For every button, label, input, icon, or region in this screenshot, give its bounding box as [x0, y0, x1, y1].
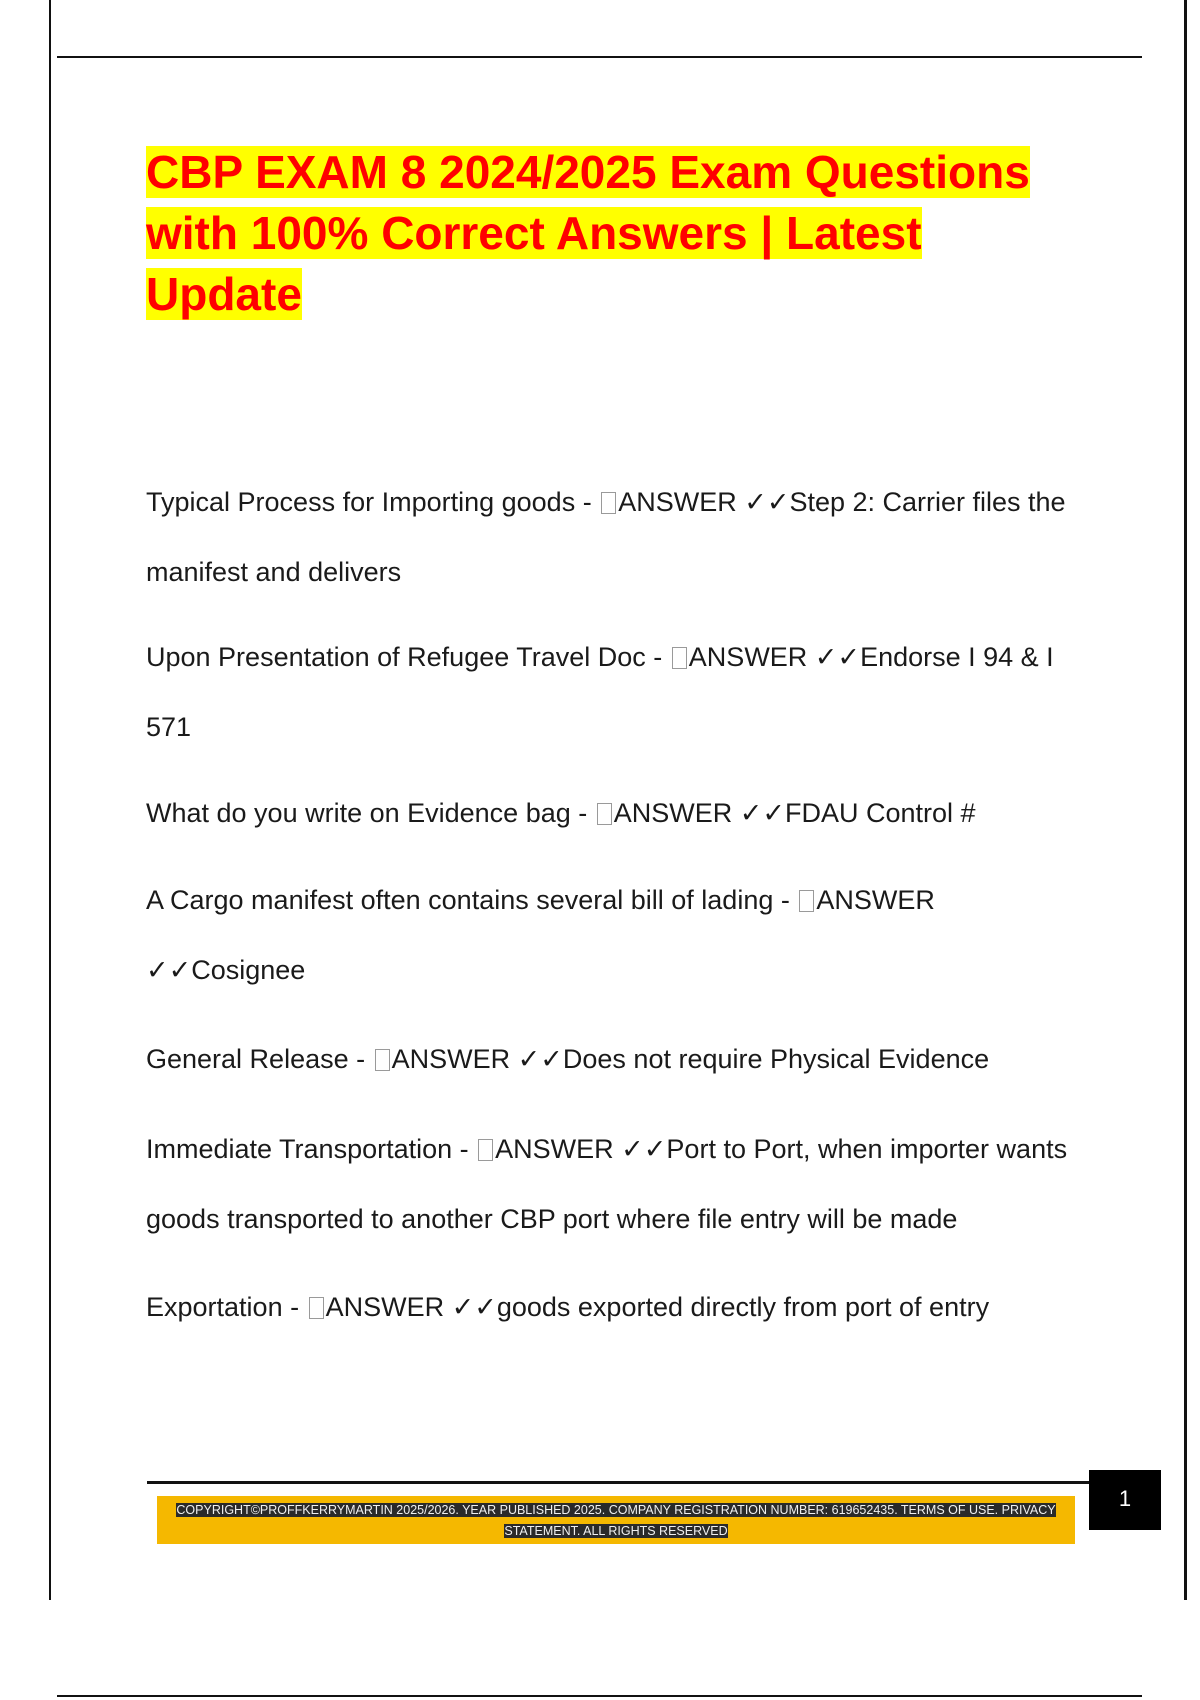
qa-question: A Cargo manifest often contains several bill of lading -: [146, 885, 798, 915]
missing-glyph-icon: [799, 890, 814, 912]
qa-item-6: [146, 1114, 1086, 1254]
qa-answer-prefix: ANSWER ✓✓: [495, 1134, 667, 1164]
qa-answer-prefix: ANSWER ✓✓: [618, 487, 790, 517]
qa-answer-prefix: ANSWER ✓✓: [613, 798, 786, 828]
missing-glyph-icon: [597, 803, 612, 825]
qa-answer: Cosignee: [191, 955, 306, 985]
missing-glyph-icon: [309, 1297, 324, 1319]
qa-item-4: [146, 865, 1086, 1005]
page-left-border: [49, 0, 51, 1600]
missing-glyph-icon: [375, 1049, 390, 1071]
qa-question: Exportation -: [146, 1292, 307, 1322]
qa-item-2: [146, 622, 1086, 762]
qa-item-5: [146, 1043, 1086, 1075]
bottom-divider: [57, 1695, 1142, 1697]
page-right-border: [1184, 0, 1187, 1600]
qa-answer: Does not require Physical Evidence: [562, 1044, 990, 1074]
qa-question: General Release -: [146, 1044, 373, 1074]
qa-answer: Endorse I 94 & I 571: [146, 642, 1054, 742]
copyright-notice: [165, 1500, 1067, 1542]
qa-answer: FDAU Control #: [785, 798, 976, 828]
top-divider: [57, 56, 1142, 58]
document-title: [146, 142, 1086, 325]
qa-question: What do you write on Evidence bag -: [146, 798, 595, 828]
qa-question: Upon Presentation of Refugee Travel Doc -: [146, 642, 670, 672]
qa-question: Typical Process for Importing goods -: [146, 487, 600, 517]
qa-answer: goods exported directly from port of entry: [496, 1292, 990, 1322]
qa-item-7: [146, 1291, 1086, 1323]
copyright-notice-text: COPYRIGHT©PROFFKERRYMARTIN 2025/2026. YEAR PUBLISHED 2025. COMPANY REGISTRATION NUMBER: 619652435. TERMS OF USE. PRIVACY STATEMENT. ALL RIGHTS RESERVED: [176, 1503, 1056, 1538]
footer-divider: [147, 1481, 1091, 1484]
qa-answer-prefix: ANSWER ✓✓: [688, 642, 861, 672]
missing-glyph-icon: [672, 647, 687, 669]
missing-glyph-icon: [478, 1139, 493, 1161]
qa-answer-prefix: ANSWER ✓✓: [325, 1292, 497, 1322]
document-title-text: CBP EXAM 8 2024/2025 Exam Questions with 100% Correct Answers | Latest Update: [146, 146, 1030, 320]
qa-answer: Port to Port, when importer wants goods transported to another CBP port where file entry will be made: [146, 1134, 1068, 1234]
qa-answer-prefix: ANSWER ✓✓: [391, 1044, 563, 1074]
page-number-badge: 1: [1089, 1470, 1161, 1530]
qa-question: Immediate Transportation -: [146, 1134, 477, 1164]
qa-answer-prefix: ANSWER ✓✓: [146, 885, 935, 985]
qa-item-3: [146, 797, 1086, 829]
qa-answer: Step 2: Carrier files the manifest and delivers: [146, 487, 1066, 587]
missing-glyph-icon: [601, 492, 616, 514]
qa-item-1: [146, 467, 1086, 607]
